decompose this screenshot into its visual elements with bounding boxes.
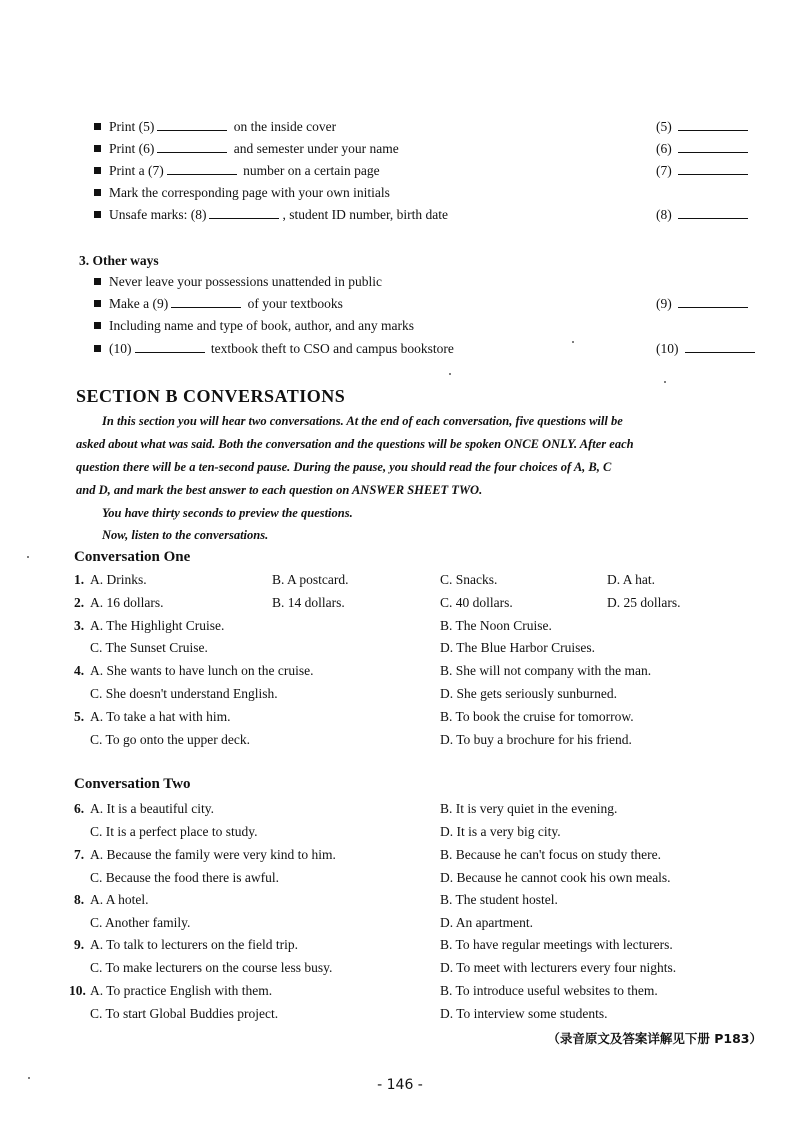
answer-option: A. 16 dollars. bbox=[90, 595, 164, 610]
part2-item bbox=[94, 141, 399, 157]
answer-option: D. Because he cannot cook his own meals. bbox=[440, 870, 671, 885]
answer-option: D. To buy a brochure for his friend. bbox=[440, 732, 632, 747]
item-text-pre: (10) bbox=[109, 341, 132, 356]
question-number: 6. bbox=[74, 801, 85, 816]
answer-blank bbox=[678, 163, 748, 175]
answer-slot bbox=[656, 119, 751, 135]
item-text-pre: Including name and type of book, author, and any marks bbox=[109, 318, 415, 333]
scan-speck bbox=[27, 556, 29, 558]
answer-blank bbox=[685, 341, 755, 353]
bullet-square-icon bbox=[94, 123, 101, 130]
fill-blank bbox=[171, 296, 241, 308]
answer-blank bbox=[678, 296, 748, 308]
answer-option: B. To introduce useful websites to them. bbox=[440, 983, 658, 998]
answer-label: (5) bbox=[656, 119, 672, 134]
answer-option: A. To practice English with them. bbox=[90, 983, 273, 998]
part2-item bbox=[94, 185, 390, 201]
answer-option: C. The Sunset Cruise. bbox=[90, 640, 208, 655]
conversation-title: Conversation One bbox=[74, 549, 191, 565]
question-number: 10. bbox=[69, 983, 86, 998]
fill-blank bbox=[167, 163, 237, 175]
instruction-line: and D, and mark the best answer to each question on ANSWER SHEET TWO. bbox=[76, 483, 483, 497]
answer-option: D. 25 dollars. bbox=[607, 595, 681, 610]
item-text-pre: Print a (7) bbox=[109, 163, 164, 178]
other-ways-item bbox=[94, 318, 414, 334]
answer-option: C. Because the food there is awful. bbox=[90, 870, 279, 885]
item-text-pre: Unsafe marks: (8) bbox=[109, 207, 207, 222]
answer-option: B. 14 dollars. bbox=[272, 595, 345, 610]
answer-option: C. It is a perfect place to study. bbox=[90, 824, 258, 839]
scan-speck bbox=[572, 341, 574, 343]
answer-option: B. A postcard. bbox=[272, 572, 349, 587]
answer-label: (6) bbox=[656, 141, 672, 156]
item-text-post: textbook theft to CSO and campus bookstore bbox=[207, 341, 454, 356]
answer-blank bbox=[678, 207, 748, 219]
answer-option: B. Because he can't focus on study there. bbox=[440, 847, 661, 862]
instruction-line: question there will be a ten-second pause. During the pause, you should read the four choices of A, B, C bbox=[76, 460, 612, 474]
item-text-pre: Mark the corresponding page with your own initials bbox=[109, 185, 390, 200]
other-ways-item bbox=[94, 341, 454, 357]
fill-blank bbox=[209, 207, 279, 219]
item-text-pre: Make a (9) bbox=[109, 296, 169, 311]
answer-option: A. She wants to have lunch on the cruise. bbox=[90, 663, 314, 678]
answer-option: D. To interview some students. bbox=[440, 1006, 608, 1021]
answer-option: C. Another family. bbox=[90, 915, 191, 930]
answer-option: B. It is very quiet in the evening. bbox=[440, 801, 618, 816]
answer-option: A. The Highlight Cruise. bbox=[90, 618, 225, 633]
answer-option: B. She will not company with the man. bbox=[440, 663, 652, 678]
answer-option: B. The Noon Cruise. bbox=[440, 618, 552, 633]
conversation-title: Conversation Two bbox=[74, 776, 191, 792]
bullet-square-icon bbox=[94, 145, 101, 152]
other-ways-item bbox=[94, 274, 382, 290]
question-number: 5. bbox=[74, 709, 85, 724]
question-number: 4. bbox=[74, 663, 85, 678]
page-number: - 146 - bbox=[377, 1077, 423, 1093]
answer-option: C. Snacks. bbox=[440, 572, 498, 587]
bullet-square-icon bbox=[94, 322, 101, 329]
item-text-post: number on a certain page bbox=[239, 163, 380, 178]
answer-slot bbox=[656, 341, 758, 357]
question-number: 9. bbox=[74, 937, 85, 952]
answer-option: C. 40 dollars. bbox=[440, 595, 513, 610]
part2-item bbox=[94, 163, 380, 179]
bullet-square-icon bbox=[94, 189, 101, 196]
bullet-square-icon bbox=[94, 300, 101, 307]
item-text-pre: Never leave your possessions unattended in public bbox=[109, 274, 382, 289]
item-text-post: of your textbooks bbox=[244, 296, 343, 311]
answer-label: (8) bbox=[656, 207, 672, 222]
answer-option: C. To make lecturers on the course less busy. bbox=[90, 960, 333, 975]
bullet-square-icon bbox=[94, 278, 101, 285]
question-number: 3. bbox=[74, 618, 85, 633]
answer-option: C. She doesn't understand English. bbox=[90, 686, 278, 701]
answer-option: A. Drinks. bbox=[90, 572, 147, 587]
answer-blank bbox=[678, 141, 748, 153]
part2-item bbox=[94, 207, 448, 223]
part2-item bbox=[94, 119, 336, 135]
instruction-line: In this section you will hear two conversations. At the end of each conversation, five questions will be bbox=[102, 414, 623, 428]
answer-option: D. To meet with lecturers every four nights. bbox=[440, 960, 677, 975]
answer-label: (7) bbox=[656, 163, 672, 178]
fill-blank bbox=[157, 119, 227, 131]
item-text-post: , student ID number, birth date bbox=[282, 207, 449, 222]
answer-slot bbox=[656, 141, 751, 157]
bullet-square-icon bbox=[94, 345, 101, 352]
other-ways-item bbox=[94, 296, 343, 312]
other-ways-heading: 3. Other ways bbox=[79, 253, 159, 268]
question-number: 7. bbox=[74, 847, 85, 862]
answer-label: (9) bbox=[656, 296, 672, 311]
answer-blank bbox=[678, 119, 748, 131]
answer-slot bbox=[656, 163, 751, 179]
fill-blank bbox=[157, 141, 227, 153]
answer-option: B. To book the cruise for tomorrow. bbox=[440, 709, 634, 724]
answer-option: D. The Blue Harbor Cruises. bbox=[440, 640, 595, 655]
answer-option: B. To have regular meetings with lecturers. bbox=[440, 937, 673, 952]
answer-option: A. It is a beautiful city. bbox=[90, 801, 214, 816]
answer-option: B. The student hostel. bbox=[440, 892, 558, 907]
answer-option: A. A hotel. bbox=[90, 892, 149, 907]
answer-option: D. It is a very big city. bbox=[440, 824, 561, 839]
answer-reference: （录音原文及答案详解见下册 P183） bbox=[547, 1031, 762, 1046]
instruction-line: Now, listen to the conversations. bbox=[102, 528, 269, 542]
question-number: 2. bbox=[74, 595, 85, 610]
item-text-pre: Print (6) bbox=[109, 141, 155, 156]
answer-option: C. To start Global Buddies project. bbox=[90, 1006, 279, 1021]
answer-label: (10) bbox=[656, 341, 679, 356]
answer-option: C. To go onto the upper deck. bbox=[90, 732, 251, 747]
scan-speck bbox=[28, 1077, 30, 1079]
question-number: 1. bbox=[74, 572, 85, 587]
item-text-post: and semester under your name bbox=[230, 141, 399, 156]
answer-option: A. Because the family were very kind to him. bbox=[90, 847, 336, 862]
answer-slot bbox=[656, 207, 751, 223]
scan-speck bbox=[449, 373, 451, 375]
bullet-square-icon bbox=[94, 211, 101, 218]
item-text-post: on the inside cover bbox=[230, 119, 337, 134]
answer-option: D. She gets seriously sunburned. bbox=[440, 686, 617, 701]
answer-option: D. A hat. bbox=[607, 572, 656, 587]
instruction-line: asked about what was said. Both the conversation and the questions will be spoken ONCE ONLY. After each bbox=[76, 437, 634, 451]
item-text-pre: Print (5) bbox=[109, 119, 155, 134]
answer-option: A. To talk to lecturers on the field trip. bbox=[90, 937, 299, 952]
answer-option: A. To take a hat with him. bbox=[90, 709, 231, 724]
answer-slot bbox=[656, 296, 751, 312]
instruction-line: You have thirty seconds to preview the questions. bbox=[102, 506, 353, 520]
question-number: 8. bbox=[74, 892, 85, 907]
section-title: SECTION B CONVERSATIONS bbox=[76, 386, 346, 406]
fill-blank bbox=[135, 341, 205, 353]
scan-speck bbox=[664, 381, 666, 383]
bullet-square-icon bbox=[94, 167, 101, 174]
answer-option: D. An apartment. bbox=[440, 915, 533, 930]
